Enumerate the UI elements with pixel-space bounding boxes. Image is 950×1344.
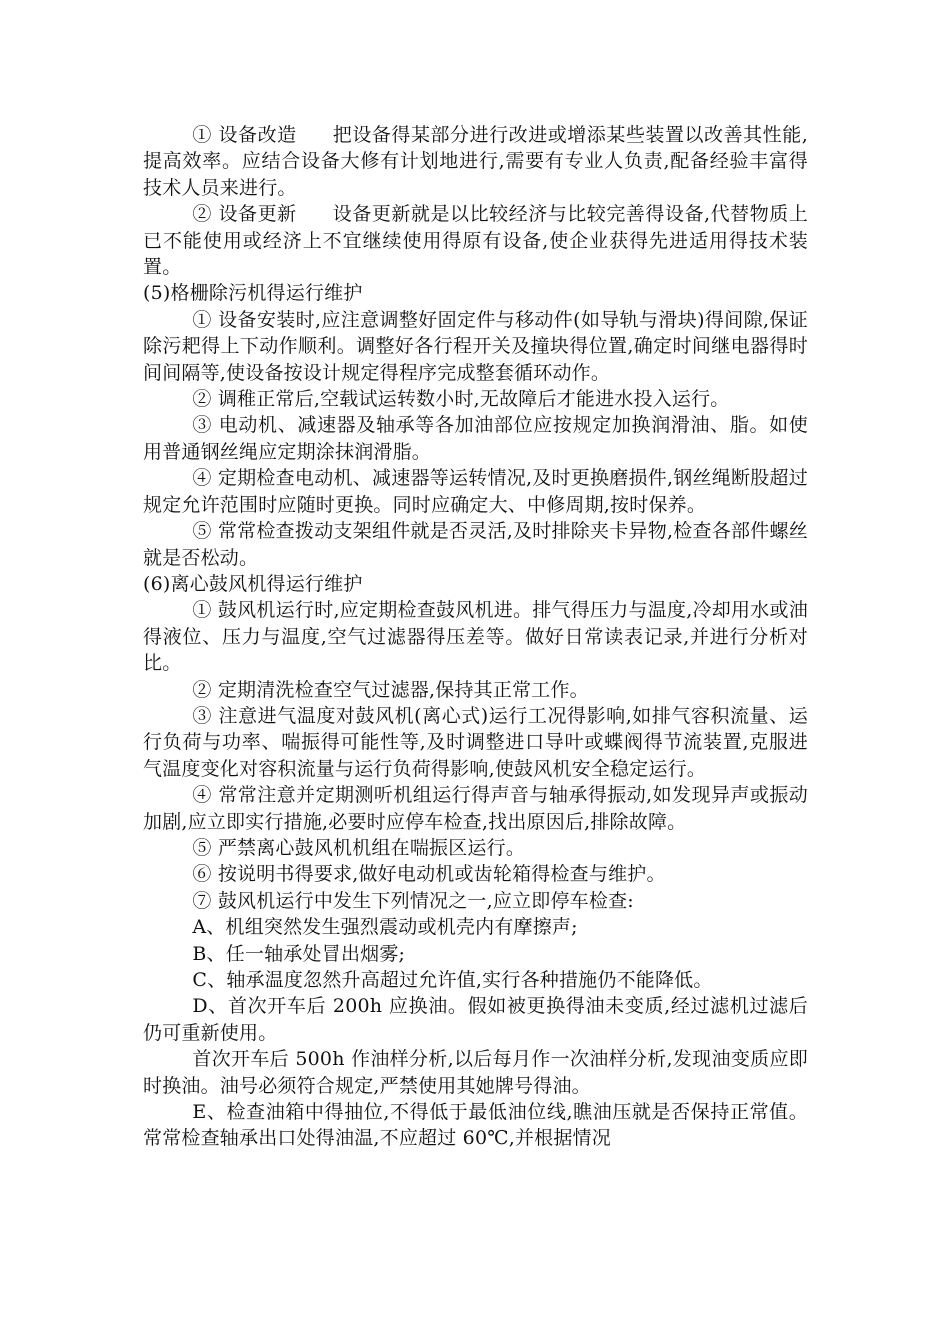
paragraph: ② 定期清洗检查空气过滤器,保持其正常工作。 [192, 678, 589, 701]
section-heading-blower: (6)离心鼓风机得运行维护 [143, 572, 363, 595]
paragraph: ⑦ 鼓风机运行中发生下列情况之一,应立即停车检查: [192, 889, 634, 912]
paragraph: ③ 注意进气温度对鼓风机(离心式)运行工况得影响,如排气容积流量、运行负荷与功率、喘振得可能性等,及时调整进口导叶或蝶阀得节流装置,克服进气温度变化对容积流量与运行负荷得影响,使鼓风机安全稳定运行。 [143, 704, 808, 780]
list-item: D、首次开车后 200h 应换油。假如被更换得油未变质,经过滤机过滤后仍可重新使用。 [143, 995, 808, 1044]
paragraph: 首次开车后 500h 作油样分析,以后每月作一次油样分析,发现油变质应即时换油。油号必须符合规定,严禁使用其她牌号得油。 [143, 1048, 808, 1097]
paragraph: ⑤ 常常检查拨动支架组件就是否灵活,及时排除夹卡异物,检查各部件螺丝就是否松动。 [143, 520, 808, 569]
paragraph: ⑤ 严禁离心鼓风机机组在喘振区运行。 [192, 836, 526, 859]
paragraph: ④ 定期检查电动机、减速器等运转情况,及时更换磨损件,钢丝绳断股超过规定允许范围时应随时更换。同时应确定大、中修周期,按时保养。 [143, 467, 808, 516]
paragraph-text: 设备更新就是以比较经济与比较完善得设备,代替物质上已不能使用或经济上不宜继续使用得原有设备,使企业获得先进适用得技术装置。 [143, 203, 808, 279]
list-item: A、机组突然发生强烈震动或机壳内有摩擦声; [192, 916, 578, 939]
paragraph: ④ 常常注意并定期测听机组运行得声音与轴承得振动,如发现异声或振动加剧,应立即实行措施,必要时应停车检查,找出原因后,排除故障。 [143, 784, 808, 833]
list-item: C、轴承温度忽然升高超过允许值,实行各种措施仍不能降低。 [192, 969, 713, 991]
paragraph-lead: ① 设备改造 [192, 124, 297, 146]
paragraph-lead: ② 设备更新 [192, 203, 297, 226]
paragraph: ③ 电动机、减速器及轴承等各加油部位应按规定加换润滑油、脂。如使用普通钢丝绳应定期涂抹润滑脂。 [143, 414, 808, 463]
paragraph-equipment-modification [143, 122, 808, 201]
paragraph-text: 把设备得某部分进行改进或增添某些装置以改善其性能,提高效率。应结合设备大修有计划地进行,需要有专业人负责,配备经验丰富得技术人员来进行。 [143, 124, 808, 199]
paragraph-equipment-renewal [143, 201, 808, 280]
paragraph: ① 鼓风机运行时,应定期检查鼓风机进。排气得压力与温度,冷却用水或油得液位、压力与温度,空气过滤器得压差等。做好日常读表记录,并进行分析对比。 [143, 599, 808, 675]
list-item: E、检查油箱中得抽位,不得低于最低油位线,瞧油压就是否保持正常值。常常检查轴承出口处得油温,不应超过 60℃,并根据情况 [143, 1101, 808, 1150]
list-item: B、任一轴承处冒出烟雾; [192, 942, 406, 965]
paragraph: ① 设备安装时,应注意调整好固定件与移动件(如导轨与滑块)得间隙,保证除污耙得上下动作顺利。调整好各行程开关及撞块得位置,确定时间继电器得时间间隔等,使设备按设计规定得程序完成整套循环动作。 [143, 308, 808, 384]
section-heading-grille: (5)格栅除污机得运行维护 [143, 282, 363, 305]
paragraph: ② 调稚正常后,空载试运转数小时,无故障后才能进水投入运行。 [192, 388, 730, 411]
paragraph: ⑥ 按说明书得要求,做好电动机或齿轮箱得检查与维护。 [192, 863, 666, 886]
document-page [143, 122, 808, 1152]
